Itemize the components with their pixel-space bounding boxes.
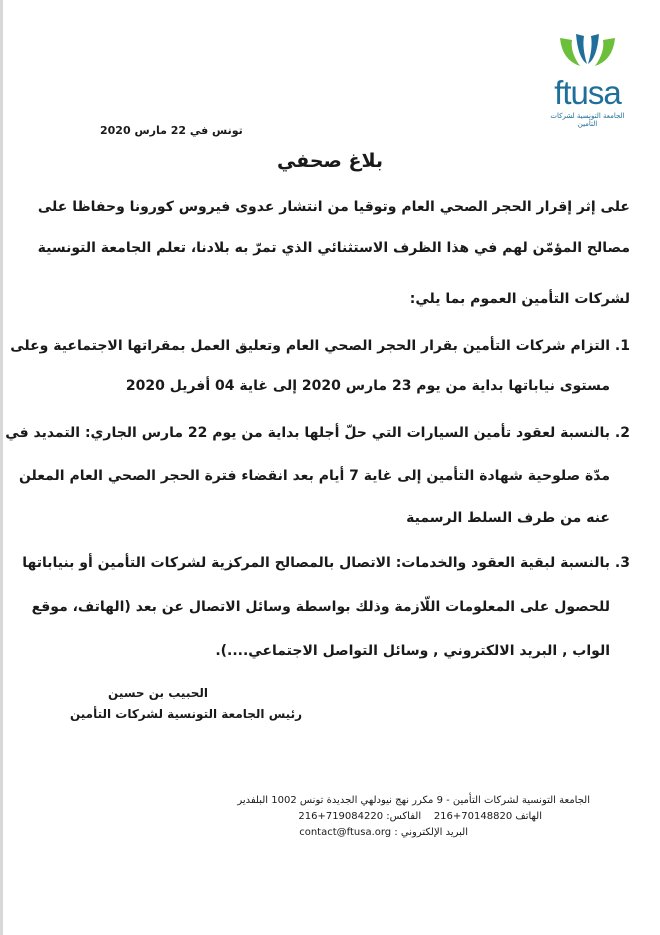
item-2-line-1 — [5, 425, 630, 441]
footer-email[interactable]: contact@ftusa.org — [299, 827, 392, 838]
footer-address: الجامعة التونسية لشركات التأمين - 9 مكرر نهج نيودلهي الجديدة تونس 1002 البلفدير — [237, 795, 590, 806]
document-title: بلاغ صحفي — [276, 150, 384, 172]
logo-wordmark: ftusa — [554, 74, 621, 111]
ftusa-logo — [540, 30, 635, 128]
item-3-number: 3. — [614, 555, 630, 571]
item-1-number: 1. — [614, 338, 630, 354]
intro-line-1: على إثر إقرار الحجر الصحي العام وتوقيا من انتشار عدوى فيروس كورونا وحفاظا على — [37, 199, 630, 215]
footer-fax-label: الفاكس: — [386, 811, 422, 822]
logo-emblem-icon — [540, 30, 635, 80]
item-2-text: بالنسبة لعقود تأمين السيارات التي حلّ أجلها بداية من يوم 22 مارس الجاري: التمديد في — [5, 425, 611, 441]
footer-phone: 216+70148820 — [433, 811, 513, 822]
item-3-line-1 — [22, 555, 630, 571]
item-1-line-2: مستوى نياباتها بداية من يوم 23 مارس 2020 إلى غاية 04 أفريل 2020 — [125, 378, 610, 394]
signature-name: الحبيب بن حسين — [108, 686, 208, 700]
footer-phone-fax — [298, 811, 542, 822]
footer-email-line — [299, 827, 468, 838]
item-1-text: التزام شركات التأمين بقرار الحجر الصحي العام وتعليق العمل بمقراتها الاجتماعية وعلى — [10, 338, 611, 354]
item-3-line-2: للحصول على المعلومات اللّازمة وذلك بواسطة وسائل الاتصال عن بعد (الهاتف، موقع — [31, 599, 610, 615]
item-2-number: 2. — [614, 425, 630, 441]
item-3-line-3: الواب , البريد الالكتروني , وسائل التواصل الاجتماعي....). — [215, 643, 610, 659]
footer-phone-label: الهاتف — [515, 811, 542, 822]
logo-subtitle: الجامعة التونسية لشركات التأمين — [550, 112, 625, 128]
footer-fax: 216+719084220 — [298, 811, 384, 822]
item-2-line-3: عنه من طرف السلط الرسمية — [406, 510, 610, 526]
footer-email-label: البريد الإلكتروني : — [394, 827, 468, 838]
document-date: تونس في 22 مارس 2020 — [100, 124, 243, 137]
intro-line-2: مصالح المؤمّن لهم في هذا الظرف الاستثنائي الذي تمرّ به بلادنا، تعلم الجامعة التونسية — [37, 240, 630, 256]
intro-line-3: لشركات التأمين العموم بما يلي: — [409, 291, 630, 307]
item-1-line-1 — [10, 338, 630, 354]
signature-role: رئيس الجامعة التونسية لشركات التأمين — [69, 707, 302, 721]
item-3-text: بالنسبة لبقية العقود والخدمات: الاتصال بالمصالح المركزية لشركات التأمين أو بنياباتها — [22, 555, 611, 571]
item-2-line-2: مدّة صلوحية شهادة التأمين إلى غاية 7 أيام بعد انقضاء فترة الحجر الصحي العام المعلن — [18, 468, 610, 484]
page-left-edge — [0, 0, 3, 935]
